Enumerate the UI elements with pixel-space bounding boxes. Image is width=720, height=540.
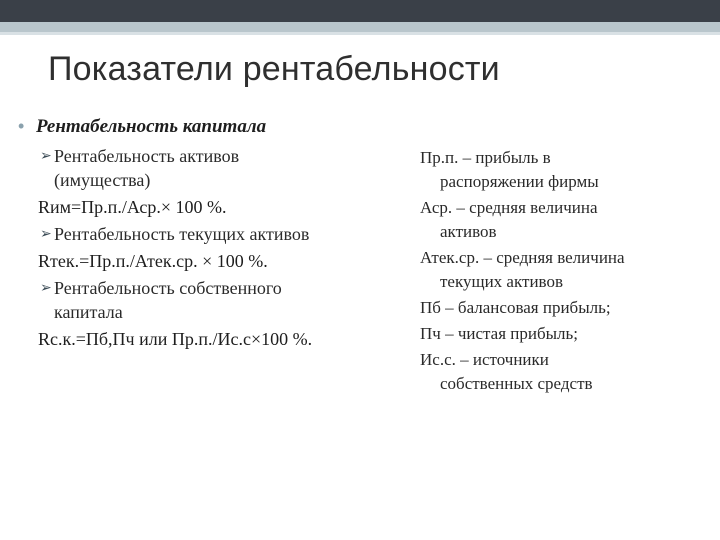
sub-item-text	[54, 144, 398, 192]
formula-equity: Rс.к.=Пб,Пч или Пр.п./Ис.с×100 %.	[38, 329, 313, 349]
legend-item	[420, 322, 705, 346]
sub-item-line: Рентабельность текущих активов	[54, 224, 310, 244]
legend-term: Пч – чистая прибыль;	[420, 324, 578, 343]
legend-item	[420, 246, 705, 294]
sub-item-equity	[40, 276, 398, 324]
legend-item	[420, 296, 705, 320]
legend-term: Аср. – средняя величина	[420, 198, 598, 217]
sub-item-text	[54, 222, 398, 246]
legend-term: Ис.с. – источники	[420, 350, 549, 369]
sub-item-assets	[40, 144, 398, 192]
sub-item-line: Рентабельность собственного	[54, 278, 282, 298]
legend-continuation: текущих активов	[440, 272, 563, 291]
sub-item-text	[54, 276, 398, 324]
legend-term: Пр.п. – прибыль в	[420, 148, 551, 167]
legend-continuation: собственных средств	[440, 374, 593, 393]
slide-accent-line	[0, 32, 720, 35]
slide-top-bar	[0, 0, 720, 22]
legend-item	[420, 146, 705, 194]
legend-term: Атек.ср. – средняя величина	[420, 248, 625, 267]
arrow-right-icon: ➢	[40, 226, 52, 242]
slide-title: Показатели рентабельности	[48, 50, 500, 88]
main-bullet	[18, 116, 398, 138]
legend-continuation: распоряжении фирмы	[440, 172, 599, 191]
sub-item-line: капитала	[54, 302, 123, 322]
arrow-right-icon: ➢	[40, 280, 52, 296]
bullet-heading: Рентабельность капитала	[36, 116, 267, 137]
formula-current-assets: Rтек.=Пр.п./Атек.ср. × 100 %.	[38, 251, 268, 271]
legend-item	[420, 196, 705, 244]
arrow-right-icon: ➢	[40, 148, 52, 164]
legend-continuation: активов	[440, 222, 497, 241]
bullet-dot-icon: •	[18, 116, 25, 136]
legend-column	[420, 146, 705, 398]
sub-item-line: Рентабельность активов	[54, 146, 240, 166]
sub-item-current-assets	[40, 222, 398, 246]
slide-accent-bar	[0, 22, 720, 32]
left-column	[18, 116, 398, 352]
sub-item-line: (имущества)	[54, 170, 151, 190]
legend-item	[420, 348, 705, 396]
legend-term: Пб – балансовая прибыль;	[420, 298, 611, 317]
formula-assets: Rим=Пр.п./Аср.× 100 %.	[38, 197, 227, 217]
